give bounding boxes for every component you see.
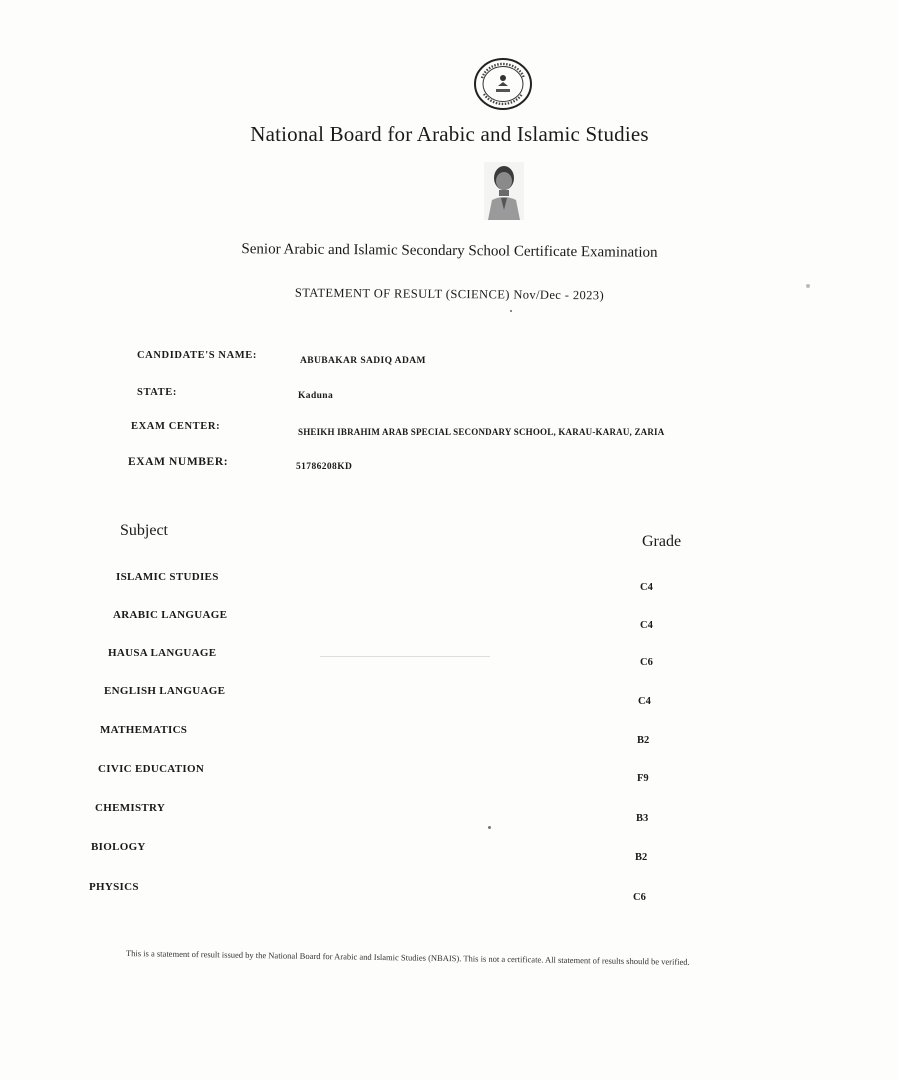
subject-grade: B2 — [637, 735, 650, 746]
subject-grade: C6 — [640, 657, 653, 668]
scan-speck — [510, 310, 512, 312]
state-value: Kaduna — [298, 391, 334, 401]
subject-grade: C6 — [633, 892, 646, 903]
scan-speck — [488, 826, 491, 829]
subject-grade: C4 — [638, 696, 651, 707]
subject-name: BIOLOGY — [91, 841, 146, 853]
subject-grade: F9 — [637, 773, 649, 784]
board-seal-logo — [472, 56, 534, 112]
subject-grade: C4 — [640, 620, 653, 631]
subject-grade: C4 — [640, 582, 653, 593]
subject-column-header: Subject — [120, 522, 168, 539]
scan-streak — [320, 656, 490, 657]
subject-grade: B3 — [636, 813, 649, 824]
candidate-name-value: ABUBAKAR SADIQ ADAM — [300, 356, 426, 366]
candidate-name-label: CANDIDATE'S NAME: — [137, 350, 257, 361]
board-title: National Board for Arabic and Islamic Studies — [250, 122, 649, 146]
subject-name: ARABIC LANGUAGE — [113, 609, 228, 621]
subject-name: MATHEMATICS — [100, 724, 188, 736]
exam-subtitle: Senior Arabic and Islamic Secondary School Certificate Examination — [241, 241, 658, 261]
state-label: STATE: — [137, 387, 177, 398]
subject-name: ENGLISH LANGUAGE — [104, 685, 226, 697]
statement-heading: STATEMENT OF RESULT (SCIENCE) Nov/Dec - 2023) — [294, 285, 605, 303]
subject-name: CIVIC EDUCATION — [98, 763, 205, 775]
footer-disclaimer: This is a statement of result issued by the National Board for Arabic and Islamic Studies (NBAIS). This is not a certificate. All statement of results should be verified. — [125, 948, 690, 967]
subject-grade: B2 — [635, 852, 648, 863]
exam-center-label: EXAM CENTER: — [131, 421, 221, 432]
grade-column-header: Grade — [642, 533, 682, 550]
subject-name: PHYSICS — [89, 881, 139, 893]
subject-name: ISLAMIC STUDIES — [116, 571, 219, 583]
candidate-photo — [484, 162, 524, 220]
exam-number-label: EXAM NUMBER: — [128, 456, 229, 468]
subject-name: CHEMISTRY — [95, 802, 166, 814]
subject-name: HAUSA LANGUAGE — [108, 647, 217, 659]
scan-speck — [806, 284, 810, 288]
exam-center-value: SHEIKH IBRAHIM ARAB SPECIAL SECONDARY SCHOOL, KARAU-KARAU, ZARIA — [298, 427, 665, 437]
exam-number-value: 51786208KD — [296, 462, 353, 472]
